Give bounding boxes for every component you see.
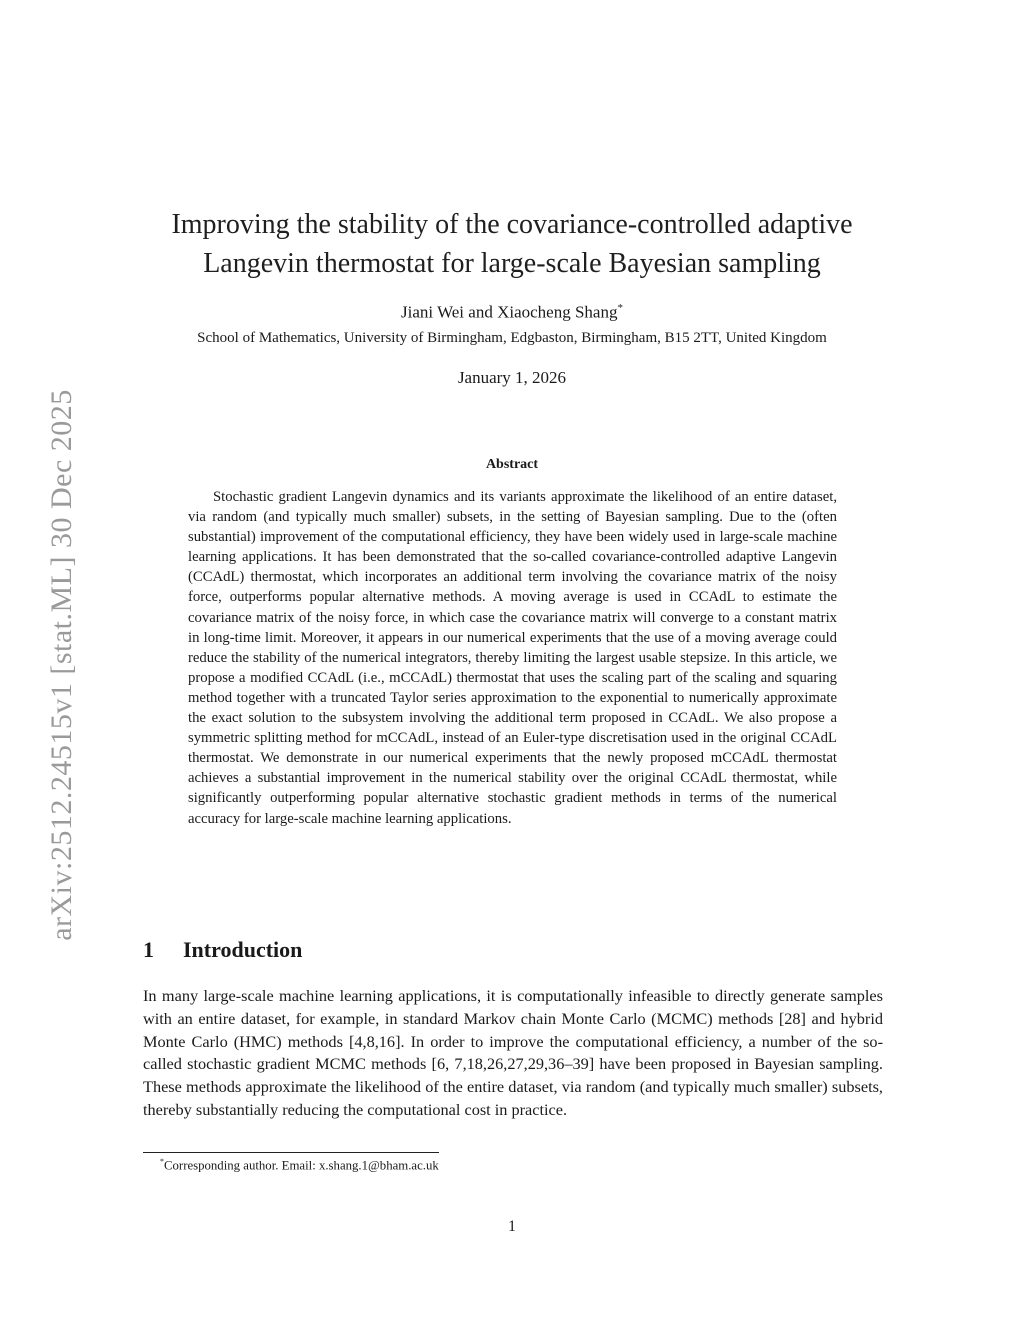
introduction-paragraph: In many large-scale machine learning applications, it is computationally infeasible to directly generate samples with an entire dataset, for example, in standard Markov chain Monte Carlo (MCMC) methods [28] and hybrid Monte Carlo (HMC) methods [4,8,16]. In order to improve the computational efficiency, a number of the so-called stochastic gradient MCMC methods [6, 7,18,26,27,29,36–39] have been proposed in Bayesian sampling. These methods approximate the likelihood of the entire dataset, via random (and typically much smaller) subsets, thereby substantially reducing the computational cost in practice. — [143, 986, 883, 1119]
author-names: Jiani Wei and Xiaocheng Shang — [401, 302, 618, 322]
title-line-2: Langevin thermostat for large-scale Bayesian sampling — [203, 248, 821, 279]
footnote-mark: * — [160, 1157, 164, 1166]
footnote — [160, 1157, 439, 1173]
title-line-1: Improving the stability of the covariance-controlled adaptive — [171, 209, 853, 240]
paper-title — [110, 205, 914, 283]
footnote-divider — [143, 1152, 439, 1153]
abstract-body: Stochastic gradient Langevin dynamics and its variants approximate the likelihood of an entire dataset, via random (and typically much smaller) subsets, in the setting of Bayesian sampling. Due to the (often substantial) improvement of the computational efficiency, they have been widely used in large-scale machine learning applications. It has been demonstrated that the so-called covariance-controlled adaptive Langevin (CCAdL) thermostat, which incorporates an additional term involving the covariance matrix of the noisy force, outperforms popular alternative methods. A moving average is used in CCAdL to estimate the covariance matrix of the noisy force, in which case the covariance matrix will converge to a constant matrix in long-time limit. Moreover, it appears in our numerical experiments that the use of a moving average could reduce the stability of the numerical integrators, thereby limiting the largest usable stepsize. In this article, we propose a modified CCAdL (i.e., mCCAdL) thermostat that uses the scaling part of the scaling and squaring method together with a truncated Taylor series approximation to the exponential to numerically approximate the exact solution to the subsystem involving the additional term proposed in CCAdL. We also propose a symmetric splitting method for mCCAdL, instead of an Euler-type discretisation used in the original CCAdL thermostat. We demonstrate in our numerical experiments that the newly proposed mCCAdL thermostat achieves a substantial improvement in the numerical stability over the original CCAdL thermostat, while significantly outperforming popular alternative stochastic gradient methods in terms of the numerical accuracy for large-scale machine learning applications. — [188, 489, 837, 827]
section-heading-introduction — [143, 937, 302, 963]
author-footnote-mark: * — [617, 302, 623, 314]
section-number: 1 — [143, 937, 154, 962]
publication-date: January 1, 2026 — [457, 368, 567, 387]
page-number: 1 — [508, 1218, 516, 1235]
author-list — [110, 302, 914, 323]
arxiv-identifier-stamp: arXiv:2512.24515v1 [stat.ML] 30 Dec 2025 — [45, 389, 78, 941]
abstract-heading: Abstract — [485, 457, 539, 472]
footnote-text: Corresponding author. Email: x.shang.1@bham.ac.uk — [164, 1158, 439, 1173]
section-title: Introduction — [183, 937, 303, 962]
author-affiliation: School of Mathematics, University of Birmingham, Edgbaston, Birmingham, B15 2TT, United Kingdom — [197, 330, 827, 346]
